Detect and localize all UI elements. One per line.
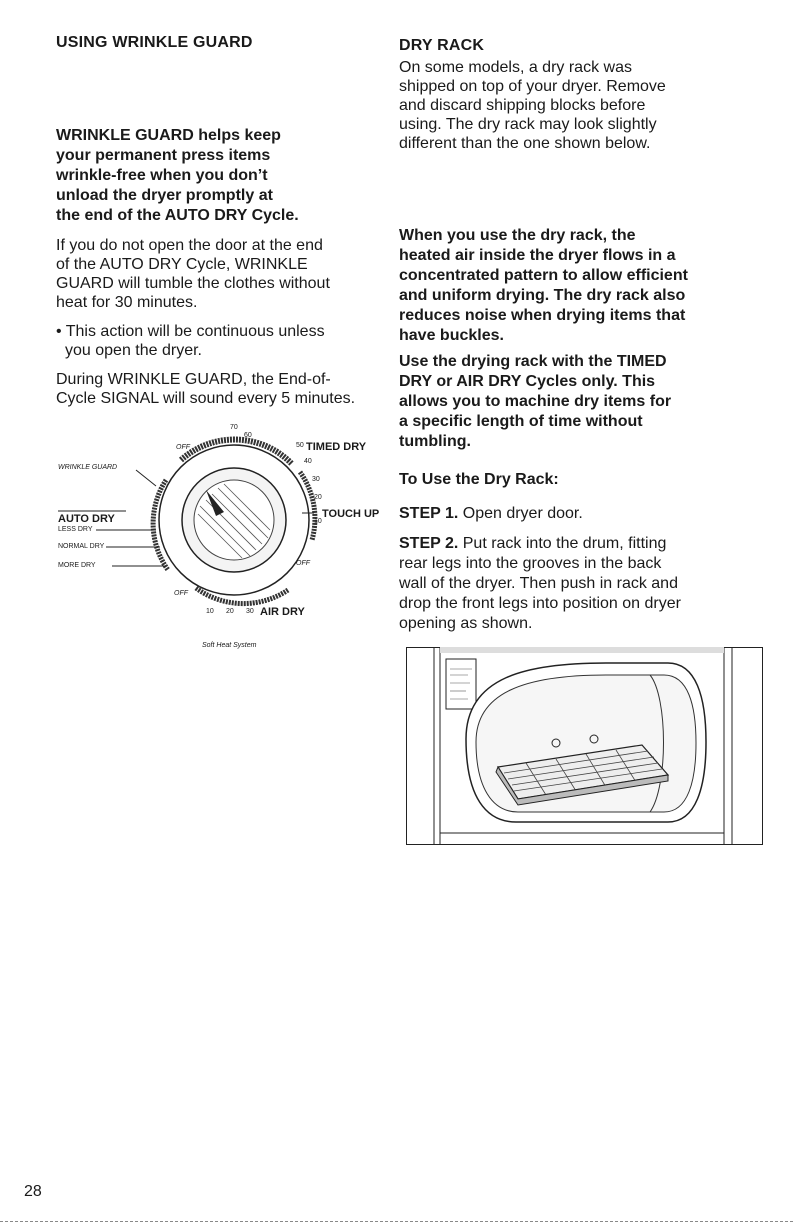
air-dry-label: AIR DRY	[260, 606, 305, 618]
para-line: During WRINKLE GUARD, the End-of-	[56, 371, 331, 388]
touch-up-label: TOUCH UP	[322, 508, 380, 520]
para-line: GUARD will tumble the clothes without	[56, 275, 330, 292]
step-2	[399, 534, 789, 634]
step-2-line: drop the front legs into position on dryer	[399, 595, 681, 612]
bold-line: concentrated pattern to allow efficient	[399, 267, 688, 284]
wrinkle-guard-bullet	[56, 322, 386, 360]
bold-line: have buckles.	[399, 327, 504, 344]
step-2-line: wall of the dryer. Then push in rack and	[399, 575, 678, 592]
air-dry-num-30: 30	[246, 608, 254, 615]
bold-line: reduces noise when drying items that	[399, 307, 686, 324]
dial-off-bottom: OFF	[174, 590, 188, 597]
dry-rack-subhead: To Use the Dry Rack:	[399, 471, 559, 488]
bold-line: and uniform drying. The dry rack also	[399, 287, 686, 304]
wrinkle-guard-dial-label: WRINKLE GUARD	[58, 464, 118, 471]
para-line: shipped on top of your dryer. Remove	[399, 78, 666, 95]
dry-rack-para1	[399, 58, 779, 153]
bold-line: a specific length of time without	[399, 413, 643, 430]
dial-num-20: 20	[314, 494, 322, 501]
intro-line: your permanent press items	[56, 147, 271, 164]
dry-rack-illustration	[406, 647, 763, 845]
bold-line: allows you to machine dry items for	[399, 393, 672, 410]
bullet-line: • This action will be continuous unless	[56, 323, 325, 340]
para-line: On some models, a dry rack was	[399, 59, 632, 76]
bold-line: heated air inside the dryer flows in a	[399, 247, 676, 264]
air-dry-num-10: 10	[206, 608, 214, 615]
dial-off-top: OFF	[176, 444, 190, 451]
bold-line: When you use the dry rack, the	[399, 227, 636, 244]
less-dry-label: LESS DRY	[58, 526, 93, 533]
wrinkle-guard-para1	[56, 236, 386, 312]
intro-line: WRINKLE GUARD helps keep	[56, 127, 281, 144]
bold-line: tumbling.	[399, 433, 471, 450]
para-line: heat for 30 minutes.	[56, 294, 198, 311]
dial-off-right: OFF	[296, 560, 310, 567]
step-1-label: STEP 1.	[399, 505, 459, 522]
page-bottom-rule	[0, 1221, 793, 1222]
step-2-line: Put rack into the drum, fitting	[458, 535, 667, 552]
para-line: and discard shipping blocks before	[399, 97, 646, 114]
para-line: If you do not open the door at the end	[56, 237, 323, 254]
timed-dry-label: TIMED DRY	[306, 441, 367, 453]
dryer-dial-illustration	[56, 420, 386, 660]
air-dry-num-20: 20	[226, 608, 234, 615]
dial-num-60: 60	[244, 432, 252, 439]
dry-rack-heading: DRY RACK	[399, 37, 485, 54]
intro-line: the end of the AUTO DRY Cycle.	[56, 207, 299, 224]
dial-num-50: 50	[296, 442, 304, 449]
wrinkle-guard-intro	[56, 126, 386, 226]
para-line: different than the one shown below.	[399, 135, 651, 152]
dry-rack-cycles	[399, 352, 784, 452]
soft-heat-caption: Soft Heat System	[202, 642, 257, 649]
step-2-label: STEP 2.	[399, 535, 459, 552]
bold-line: Use the drying rack with the TIMED	[399, 353, 667, 370]
dry-rack-airflow	[399, 226, 784, 346]
para-line: Cycle SIGNAL will sound every 5 minutes.	[56, 390, 356, 407]
normal-dry-label: NORMAL DRY	[58, 543, 105, 550]
para-line: using. The dry rack may look slightly	[399, 116, 657, 133]
step-1	[399, 504, 784, 524]
auto-dry-label: AUTO DRY	[58, 513, 115, 525]
para-line: of the AUTO DRY Cycle, WRINKLE	[56, 256, 308, 273]
wrinkle-guard-para2	[56, 370, 396, 408]
step-1-text: Open dryer door.	[458, 505, 583, 522]
bold-line: DRY or AIR DRY Cycles only. This	[399, 373, 656, 390]
intro-line: unload the dryer promptly at	[56, 187, 273, 204]
intro-line: wrinkle-free when you don’t	[56, 167, 268, 184]
bullet-line: you open the dryer.	[65, 342, 202, 359]
dial-num-40: 40	[304, 458, 312, 465]
page-number: 28	[24, 1183, 42, 1200]
wrinkle-guard-heading: USING WRINKLE GUARD	[56, 34, 253, 51]
dial-num-30: 30	[312, 476, 320, 483]
dial-num-70: 70	[230, 424, 238, 431]
dial-num-10: 10	[314, 518, 322, 525]
step-2-line: rear legs into the grooves in the back	[399, 555, 662, 572]
dryer-rack-graphic	[406, 647, 763, 845]
more-dry-label: MORE DRY	[58, 562, 96, 569]
step-2-line: opening as shown.	[399, 615, 533, 632]
